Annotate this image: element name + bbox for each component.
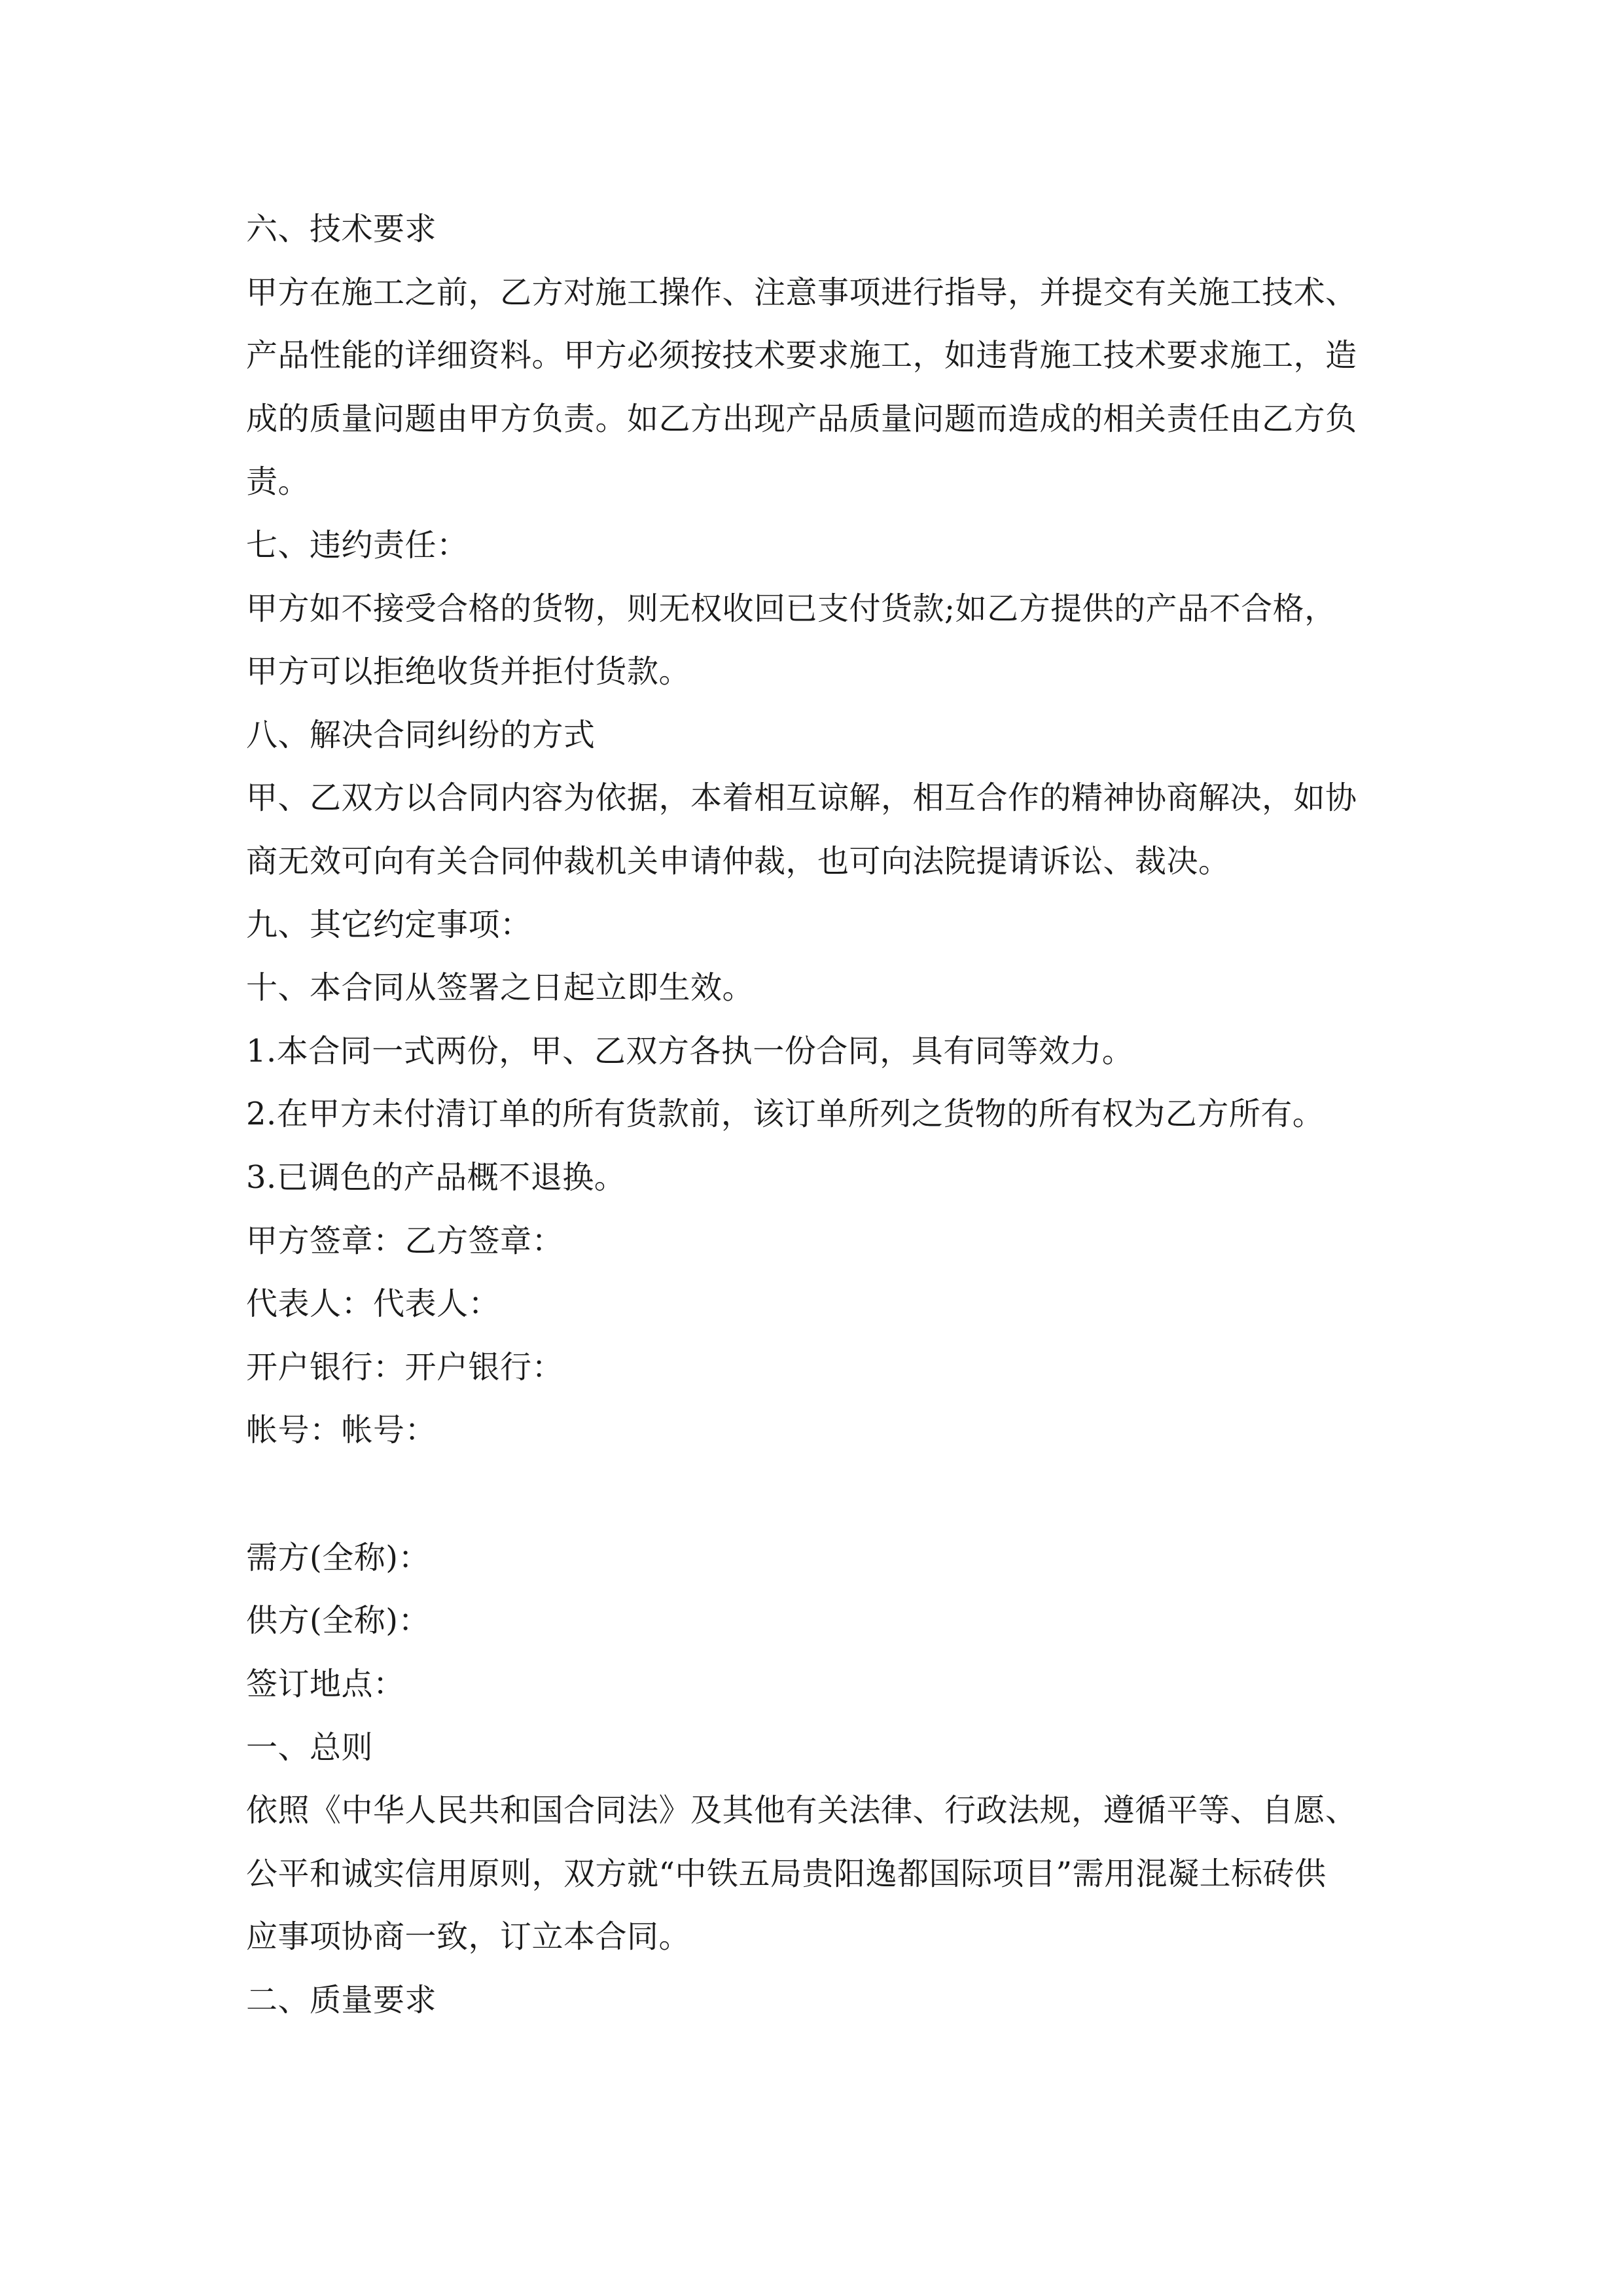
section-heading-other-matters: 九、其它约定事项： (246, 906, 532, 943)
paragraph-line: 甲方如不接受合格的货物，则无权收回已支付货款;如乙方提供的产品不合格， (246, 590, 1336, 627)
section-heading-dispute-resolution: 八、解决合同纠纷的方式 (246, 717, 596, 753)
buyer-name-line: 需方(全称)： (246, 1539, 430, 1576)
clause-item: 3.已调色的产品概不退换。 (246, 1159, 626, 1196)
section-heading-quality-requirements: 二、质量要求 (246, 1982, 437, 2018)
paragraph-line: 商无效可向有关合同仲裁机关申请仲裁，也可向法院提请诉讼、裁决。 (246, 843, 1230, 880)
paragraph-line: 甲方在施工之前，乙方对施工操作、注意事项进行指导，并提交有关施工技术、 (246, 274, 1357, 311)
section-heading-general: 一、总则 (246, 1729, 374, 1766)
paragraph-line: 责。 (246, 463, 310, 500)
section-heading-breach-liability: 七、违约责任： (246, 527, 469, 564)
paragraph-line: 应事项协商一致，订立本合同。 (246, 1918, 691, 1955)
signing-place-line: 签订地点： (246, 1666, 405, 1702)
section-heading-effectiveness: 十、本合同从签署之日起立即生效。 (246, 969, 755, 1006)
paragraph-line: 甲、乙双方以合同内容为依据，本着相互谅解，相互合作的精神协商解决，如协 (246, 780, 1357, 816)
clause-item: 1.本合同一式两份，甲、乙双方各执一份合同，具有同等效力。 (246, 1033, 1134, 1069)
paragraph-line: 成的质量问题由甲方负责。如乙方出现产品质量问题而造成的相关责任由乙方负 (246, 401, 1357, 437)
bank-line: 开户银行：开户银行： (246, 1349, 564, 1386)
clause-item: 2.在甲方未付清订单的所有货款前，该订单所列之货物的所有权为乙方所有。 (246, 1096, 1325, 1132)
supplier-name-line: 供方(全称)： (246, 1602, 430, 1639)
signature-line: 甲方签章：乙方签章： (246, 1223, 564, 1259)
section-heading-technical-requirements: 六、技术要求 (246, 211, 437, 247)
paragraph-line: 依照《中华人民共和国合同法》及其他有关法律、行政法规，遵循平等、自愿、 (246, 1792, 1357, 1829)
paragraph-line: 产品性能的详细资料。甲方必须按技术要求施工，如违背施工技术要求施工，造 (246, 337, 1357, 374)
representative-line: 代表人：代表人： (246, 1285, 501, 1322)
account-line: 帐号：帐号： (246, 1412, 437, 1448)
paragraph-line: 甲方可以拒绝收货并拒付货款。 (246, 653, 691, 690)
paragraph-line: 公平和诚实信用原则，双方就“中铁五局贵阳逸都国际项目”需用混凝土标砖供 (246, 1856, 1327, 1892)
